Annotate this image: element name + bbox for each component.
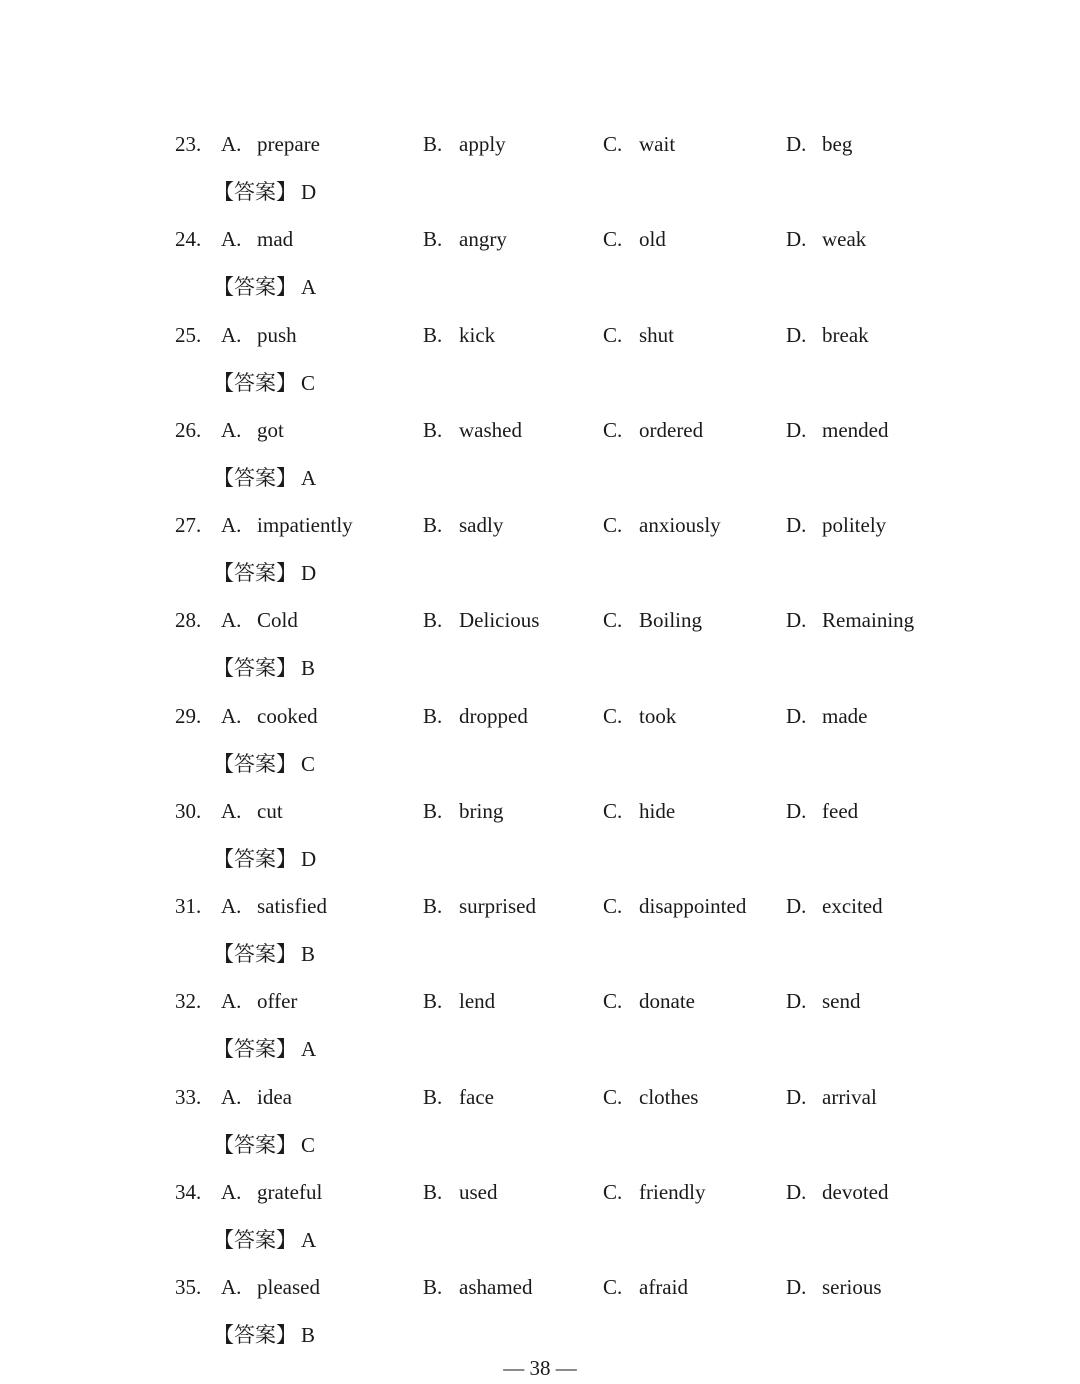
- option-text: Delicious: [459, 608, 540, 633]
- option-d: [786, 311, 869, 359]
- option-c: [603, 120, 675, 168]
- option-text: weak: [822, 227, 867, 252]
- answer-label: 【答案】: [213, 1323, 297, 1347]
- question-item: [0, 1168, 1080, 1263]
- option-text: grateful: [257, 1179, 323, 1204]
- question-number: 23.: [175, 132, 202, 156]
- option-a: [221, 1168, 322, 1216]
- question-item: [0, 501, 1080, 596]
- option-a: [221, 406, 284, 454]
- option-b: [423, 787, 503, 835]
- option-d: [786, 406, 888, 454]
- option-text: serious: [822, 1275, 882, 1299]
- option-d: [786, 787, 858, 835]
- answer-row: [213, 454, 316, 502]
- option-text: used: [459, 1179, 498, 1204]
- answer-row: [213, 1025, 316, 1073]
- answer-value: D: [301, 180, 317, 204]
- option-text: pleased: [257, 1275, 320, 1299]
- question-options-row: [0, 501, 1080, 549]
- answer-value: A: [301, 275, 317, 300]
- answer-value: A: [301, 465, 317, 490]
- option-b: [423, 1263, 532, 1311]
- option-text: mended: [822, 417, 889, 442]
- question-options-row: [0, 1263, 1080, 1311]
- option-text: bring: [459, 798, 504, 823]
- answer-value: B: [301, 942, 316, 966]
- option-text: Cold: [257, 608, 298, 633]
- option-letter: A.: [221, 798, 242, 823]
- option-b: [423, 120, 506, 168]
- question-options-row: [0, 1168, 1080, 1216]
- option-letter: D.: [786, 1179, 807, 1204]
- question-options-row: [0, 406, 1080, 454]
- option-c: [603, 882, 746, 930]
- question-number: 25.: [175, 322, 202, 347]
- question-number: 35.: [175, 1275, 202, 1299]
- option-letter: B.: [423, 513, 443, 537]
- option-text: push: [257, 322, 297, 347]
- option-b: [423, 596, 539, 644]
- option-text: devoted: [822, 1179, 889, 1204]
- option-d: [786, 120, 852, 168]
- option-letter: B.: [423, 1084, 443, 1109]
- option-letter: D.: [786, 132, 807, 156]
- option-letter: C.: [603, 894, 623, 918]
- option-text: shut: [639, 322, 675, 347]
- option-b: [423, 882, 536, 930]
- option-letter: C.: [603, 322, 623, 347]
- option-letter: B.: [423, 894, 443, 918]
- option-d: [786, 1073, 877, 1121]
- option-c: [603, 977, 695, 1025]
- option-d: [786, 692, 867, 740]
- option-letter: D.: [786, 1275, 807, 1299]
- question-options-row: [0, 882, 1080, 930]
- option-text: lend: [459, 989, 496, 1014]
- option-letter: B.: [423, 1179, 443, 1204]
- answer-label: 【答案】: [213, 1037, 297, 1062]
- option-letter: D.: [786, 513, 807, 537]
- option-b: [423, 501, 503, 549]
- answer-label: 【答案】: [213, 465, 297, 490]
- option-b: [423, 1073, 494, 1121]
- question-number: 29.: [175, 703, 202, 728]
- option-text: break: [822, 322, 869, 347]
- option-letter: A.: [221, 227, 242, 252]
- answer-label: 【答案】: [213, 942, 297, 966]
- answer-row: [213, 644, 315, 692]
- option-text: send: [822, 989, 861, 1014]
- answer-label: 【答案】: [213, 275, 297, 300]
- option-text: satisfied: [257, 894, 327, 918]
- option-letter: D.: [786, 417, 807, 442]
- option-letter: B.: [423, 798, 443, 823]
- option-c: [603, 1073, 698, 1121]
- question-list: [0, 120, 1080, 1358]
- option-text: afraid: [639, 1275, 688, 1299]
- option-letter: B.: [423, 322, 443, 347]
- question-number: 27.: [175, 513, 202, 537]
- option-d: [786, 215, 866, 263]
- option-d: [786, 596, 914, 644]
- option-c: [603, 501, 721, 549]
- answer-value: C: [301, 1132, 316, 1157]
- option-text: got: [257, 417, 284, 442]
- answer-value: B: [301, 1323, 316, 1347]
- option-b: [423, 215, 507, 263]
- option-a: [221, 501, 353, 549]
- option-text: old: [639, 227, 666, 252]
- option-letter: A.: [221, 989, 242, 1014]
- option-a: [221, 1263, 320, 1311]
- option-text: face: [459, 1084, 494, 1109]
- option-text: dropped: [459, 703, 528, 728]
- option-text: disappointed: [639, 894, 747, 918]
- option-letter: A.: [221, 1179, 242, 1204]
- option-b: [423, 692, 528, 740]
- answer-row: [213, 549, 316, 597]
- option-letter: D.: [786, 322, 807, 347]
- question-options-row: [0, 596, 1080, 644]
- option-c: [603, 215, 666, 263]
- question-number: 33.: [175, 1084, 202, 1109]
- option-a: [221, 1073, 292, 1121]
- option-d: [786, 1168, 888, 1216]
- question-item: [0, 882, 1080, 977]
- option-a: [221, 311, 297, 359]
- answer-label: 【答案】: [213, 370, 297, 395]
- option-c: [603, 596, 702, 644]
- option-text: made: [822, 703, 868, 728]
- page-number: — 38 —: [503, 1356, 577, 1380]
- option-a: [221, 977, 297, 1025]
- answer-value: B: [301, 656, 316, 681]
- option-letter: B.: [423, 227, 443, 252]
- option-text: angry: [459, 227, 507, 252]
- option-text: donate: [639, 989, 695, 1014]
- answer-label: 【答案】: [213, 846, 297, 871]
- question-number: 32.: [175, 989, 202, 1014]
- answer-value: A: [301, 1037, 317, 1062]
- option-text: apply: [459, 132, 506, 156]
- option-letter: C.: [603, 513, 623, 537]
- option-text: cut: [257, 798, 283, 823]
- option-letter: A.: [221, 322, 242, 347]
- option-letter: A.: [221, 132, 242, 156]
- option-c: [603, 787, 675, 835]
- option-letter: C.: [603, 1275, 623, 1299]
- option-c: [603, 1263, 688, 1311]
- answer-value: D: [301, 561, 317, 585]
- answer-value: A: [301, 1227, 317, 1252]
- question-options-row: [0, 311, 1080, 359]
- answer-row: [213, 1216, 316, 1264]
- option-text: ordered: [639, 417, 704, 442]
- question-item: [0, 1263, 1080, 1358]
- option-letter: D.: [786, 227, 807, 252]
- option-b: [423, 311, 495, 359]
- option-text: ashamed: [459, 1275, 533, 1299]
- option-text: beg: [822, 132, 853, 156]
- answer-value: C: [301, 370, 316, 395]
- option-letter: C.: [603, 417, 623, 442]
- option-letter: D.: [786, 894, 807, 918]
- answer-row: [213, 835, 316, 883]
- option-a: [221, 120, 320, 168]
- question-options-row: [0, 692, 1080, 740]
- option-text: surprised: [459, 894, 536, 918]
- option-letter: C.: [603, 608, 623, 633]
- question-item: [0, 692, 1080, 787]
- answer-label: 【答案】: [213, 656, 297, 681]
- option-d: [786, 501, 886, 549]
- option-letter: A.: [221, 703, 242, 728]
- option-letter: C.: [603, 1179, 623, 1204]
- question-item: [0, 1073, 1080, 1168]
- answer-label: 【答案】: [213, 180, 297, 204]
- option-letter: C.: [603, 132, 623, 156]
- option-letter: B.: [423, 703, 443, 728]
- option-d: [786, 1263, 882, 1311]
- answer-value: D: [301, 846, 317, 871]
- option-text: kick: [459, 322, 496, 347]
- option-text: idea: [257, 1084, 292, 1109]
- option-letter: A.: [221, 417, 242, 442]
- question-item: [0, 311, 1080, 406]
- option-text: excited: [822, 894, 883, 918]
- option-text: anxiously: [639, 513, 721, 537]
- answer-row: [213, 740, 315, 788]
- option-text: sadly: [459, 513, 504, 537]
- question-item: [0, 120, 1080, 215]
- question-options-row: [0, 215, 1080, 263]
- option-d: [786, 977, 861, 1025]
- question-number: 24.: [175, 227, 202, 252]
- answer-label: 【答案】: [213, 1227, 297, 1252]
- question-options-row: [0, 120, 1080, 168]
- option-text: cooked: [257, 703, 318, 728]
- option-letter: C.: [603, 227, 623, 252]
- question-item: [0, 787, 1080, 882]
- option-letter: A.: [221, 608, 242, 633]
- option-b: [423, 1168, 498, 1216]
- question-options-row: [0, 787, 1080, 835]
- option-letter: D.: [786, 798, 807, 823]
- option-text: arrival: [822, 1084, 877, 1109]
- option-letter: D.: [786, 703, 807, 728]
- option-text: politely: [822, 513, 887, 537]
- question-number: 34.: [175, 1179, 202, 1204]
- option-letter: A.: [221, 1084, 242, 1109]
- option-text: offer: [257, 989, 298, 1014]
- option-text: took: [639, 703, 677, 728]
- option-text: clothes: [639, 1084, 699, 1109]
- option-text: friendly: [639, 1179, 706, 1204]
- option-text: impatiently: [257, 513, 353, 537]
- answer-label: 【答案】: [213, 1132, 297, 1157]
- option-text: mad: [257, 227, 294, 252]
- option-letter: B.: [423, 417, 443, 442]
- option-c: [603, 692, 676, 740]
- answer-row: [213, 263, 316, 311]
- option-letter: D.: [786, 989, 807, 1014]
- option-a: [221, 692, 318, 740]
- option-letter: B.: [423, 608, 443, 633]
- answer-value: C: [301, 751, 316, 776]
- answer-row: [213, 359, 315, 407]
- option-c: [603, 1168, 705, 1216]
- question-number: 28.: [175, 608, 202, 633]
- option-letter: D.: [786, 608, 807, 633]
- answer-row: [213, 930, 315, 978]
- option-letter: B.: [423, 132, 443, 156]
- question-item: [0, 406, 1080, 501]
- answer-row: [213, 168, 316, 216]
- option-text: feed: [822, 798, 859, 823]
- question-number: 30.: [175, 798, 202, 823]
- answer-label: 【答案】: [213, 561, 297, 585]
- option-text: Boiling: [639, 608, 703, 633]
- question-options-row: [0, 977, 1080, 1025]
- option-a: [221, 215, 293, 263]
- option-text: Remaining: [822, 608, 915, 633]
- question-number: 26.: [175, 417, 202, 442]
- question-item: [0, 977, 1080, 1072]
- question-item: [0, 596, 1080, 691]
- option-letter: B.: [423, 989, 443, 1014]
- answer-row: [213, 1121, 315, 1169]
- question-item: [0, 215, 1080, 310]
- option-text: hide: [639, 798, 676, 823]
- option-letter: C.: [603, 703, 623, 728]
- option-b: [423, 406, 522, 454]
- option-text: washed: [459, 417, 522, 442]
- option-a: [221, 787, 283, 835]
- option-letter: A.: [221, 894, 242, 918]
- option-letter: C.: [603, 989, 623, 1014]
- question-number: 31.: [175, 894, 202, 918]
- option-letter: C.: [603, 798, 623, 823]
- option-d: [786, 882, 883, 930]
- option-a: [221, 596, 298, 644]
- answer-label: 【答案】: [213, 751, 297, 776]
- option-text: prepare: [257, 132, 320, 156]
- option-letter: A.: [221, 1275, 242, 1299]
- option-a: [221, 882, 327, 930]
- option-letter: C.: [603, 1084, 623, 1109]
- question-options-row: [0, 1073, 1080, 1121]
- option-letter: A.: [221, 513, 242, 537]
- option-letter: B.: [423, 1275, 443, 1299]
- option-letter: D.: [786, 1084, 807, 1109]
- option-b: [423, 977, 495, 1025]
- option-text: wait: [639, 132, 676, 156]
- option-c: [603, 406, 703, 454]
- option-c: [603, 311, 674, 359]
